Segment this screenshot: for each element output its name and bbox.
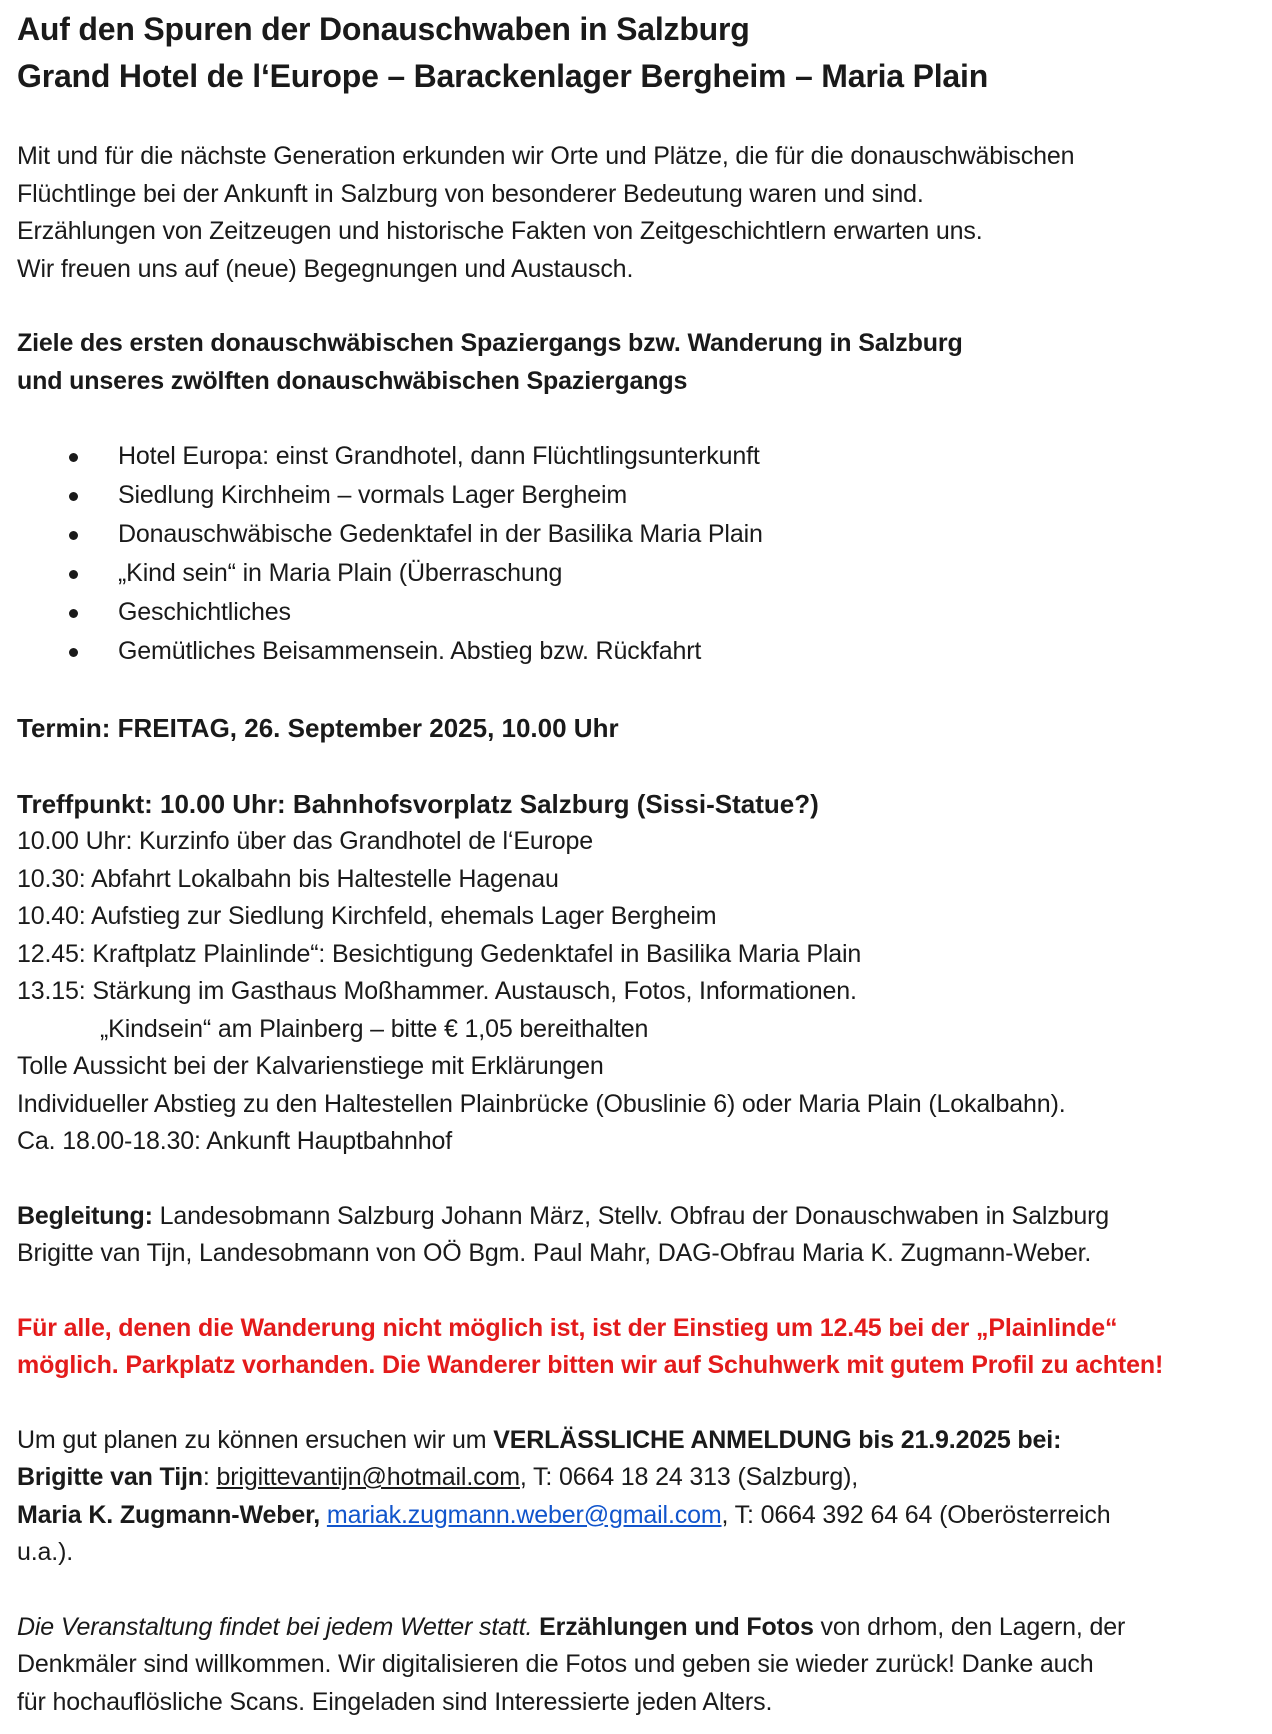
intro-paragraph (17, 138, 1257, 288)
bullet-icon (69, 492, 78, 501)
meeting-point: Treffpunkt: 10.00 Uhr: Bahnhofsvorplatz Salzburg (Sissi-Statue?) (17, 789, 819, 819)
contact-name: Maria K. Zugmann-Weber, (17, 1500, 321, 1529)
email-link[interactable]: mariak.zugmann.weber@gmail.com (326, 1500, 722, 1529)
goals-list (17, 437, 1257, 671)
schedule-item: 12.45: Kraftplatz Plainlinde“: Besichtigung Gedenktafel in Basilika Maria Plain (17, 939, 862, 968)
schedule-item: Ca. 18.00-18.30: Ankunft Hauptbahnhof (17, 1127, 453, 1155)
closing-bold: Erzählungen und Fotos (532, 1612, 814, 1641)
schedule-item: 10.30: Abfahrt Lokalbahn bis Haltestelle Hagenau (17, 864, 559, 893)
notice-line: Für alle, denen die Wanderung nicht möglich ist, ist der Einstieg um 12.45 bei der „Plainlinde“ (17, 1313, 1118, 1342)
bullet-icon (69, 453, 78, 462)
list-item-text: Hotel Europa: einst Grandhotel, dann Flüchtlingsunterkunft (118, 442, 760, 470)
notice-line: möglich. Parkplatz vorhanden. Die Wanderer bitten wir auf Schuhwerk mit gutem Profil zu achten! (17, 1351, 1164, 1379)
intro-line: Mit und für die nächste Generation erkunden wir Orte und Plätze, die für die donauschwäbischen (17, 142, 1075, 170)
contact-name: Brigitte van Tijn (17, 1463, 203, 1491)
contact-details: u.a.). (17, 1538, 74, 1566)
separator: : (202, 1463, 217, 1491)
contact-details: , T: 0664 18 24 313 (Salzburg), (519, 1463, 859, 1491)
goals-heading (17, 325, 1257, 400)
companions-text: Brigitte van Tijn, Landesobmann von OÖ Bgm. Paul Mahr, DAG-Obfrau Maria K. Zugmann-Weber. (17, 1239, 1092, 1267)
intro-line: Erzählungen von Zeitzeugen und historische Fakten von Zeitgeschichtlern erwarten uns. (17, 217, 983, 245)
list-item (17, 515, 1257, 554)
list-item (17, 632, 1257, 671)
schedule (17, 823, 1257, 1161)
schedule-item: Individueller Abstieg zu den Haltestellen Plainbrücke (Obuslinie 6) oder Maria Plain (Lokalbahn). (17, 1089, 1066, 1118)
bullet-icon (69, 648, 78, 657)
schedule-item: Tolle Aussicht bei der Kalvarienstiege mit Erklärungen (17, 1052, 604, 1080)
goals-heading-line: Ziele des ersten donauschwäbischen Spaziergangs bzw. Wanderung in Salzburg (17, 329, 963, 357)
schedule-item: 10.40: Aufstieg zur Siedlung Kirchfeld, ehemals Lager Bergheim (17, 902, 717, 930)
title-line-2: Grand Hotel de l‘Europe – Barackenlager Bergheim – Maria Plain (17, 58, 989, 94)
closing-text: von drhom, den Lagern, der (813, 1612, 1126, 1641)
bullet-icon (69, 570, 78, 579)
list-item (17, 437, 1257, 476)
closing-paragraph (17, 1609, 1257, 1722)
schedule-item: 10.00 Uhr: Kurzinfo über das Grandhotel de l‘Europe (17, 827, 594, 855)
registration-deadline: VERLÄSSLICHE ANMELDUNG bis 21.9.2025 bei: (493, 1425, 1062, 1454)
separator (320, 1501, 327, 1529)
companions-paragraph (17, 1198, 1257, 1273)
intro-line: Wir freuen uns auf (neue) Begegnungen und Austausch. (17, 254, 634, 283)
list-item-text: Siedlung Kirchheim – vormals Lager Bergheim (118, 481, 628, 509)
email-link[interactable]: brigittevantijn@hotmail.com (216, 1463, 520, 1491)
weather-note: Die Veranstaltung findet bei jedem Wetter statt. (17, 1612, 533, 1641)
companions-label: Begleitung: (17, 1201, 153, 1230)
list-item (17, 593, 1257, 632)
contact-details: , T: 0664 392 64 64 (Oberösterreich (721, 1500, 1111, 1529)
title-line-1: Auf den Spuren der Donauschwaben in Salzburg (17, 11, 750, 47)
registration-paragraph (17, 1422, 1257, 1572)
list-item (17, 476, 1257, 515)
schedule-item: 13.15: Stärkung im Gasthaus Moßhammer. Austausch, Fotos, Informationen. (17, 977, 857, 1005)
list-item (17, 554, 1257, 593)
registration-intro: Um gut planen zu können ersuchen wir um (17, 1425, 494, 1454)
list-item-text: „Kind sein“ in Maria Plain (Überraschung (118, 559, 563, 587)
list-item-text: Geschichtliches (118, 598, 291, 626)
page-title (17, 6, 1257, 100)
bullet-icon (69, 531, 78, 540)
event-date: Termin: FREITAG, 26. September 2025, 10.00 Uhr (17, 713, 619, 743)
list-item-text: Gemütliches Beisammensein. Abstieg bzw. Rückfahrt (118, 637, 702, 665)
goals-heading-line: und unseres zwölften donauschwäbischen Spaziergangs (17, 366, 688, 395)
schedule-item: „Kindsein“ am Plainberg – bitte € 1,05 bereithalten (100, 1014, 649, 1043)
closing-text: für hochauflösliche Scans. Eingeladen sind Interessierte jeden Alters. (17, 1687, 773, 1716)
accessibility-notice (17, 1310, 1257, 1385)
document-page (17, 6, 1257, 1721)
intro-line: Flüchtlinge bei der Ankunft in Salzburg von besonderer Bedeutung waren und sind. (17, 179, 924, 208)
list-item-text: Donauschwäbische Gedenktafel in der Basilika Maria Plain (118, 520, 763, 548)
bullet-icon (69, 609, 78, 618)
closing-text: Denkmäler sind willkommen. Wir digitalisieren die Fotos und geben sie wieder zurück! Danke auch (17, 1650, 1094, 1678)
companions-text: Landesobmann Salzburg Johann März, Stellv. Obfrau der Donauschwaben in Salzburg (152, 1201, 1110, 1230)
